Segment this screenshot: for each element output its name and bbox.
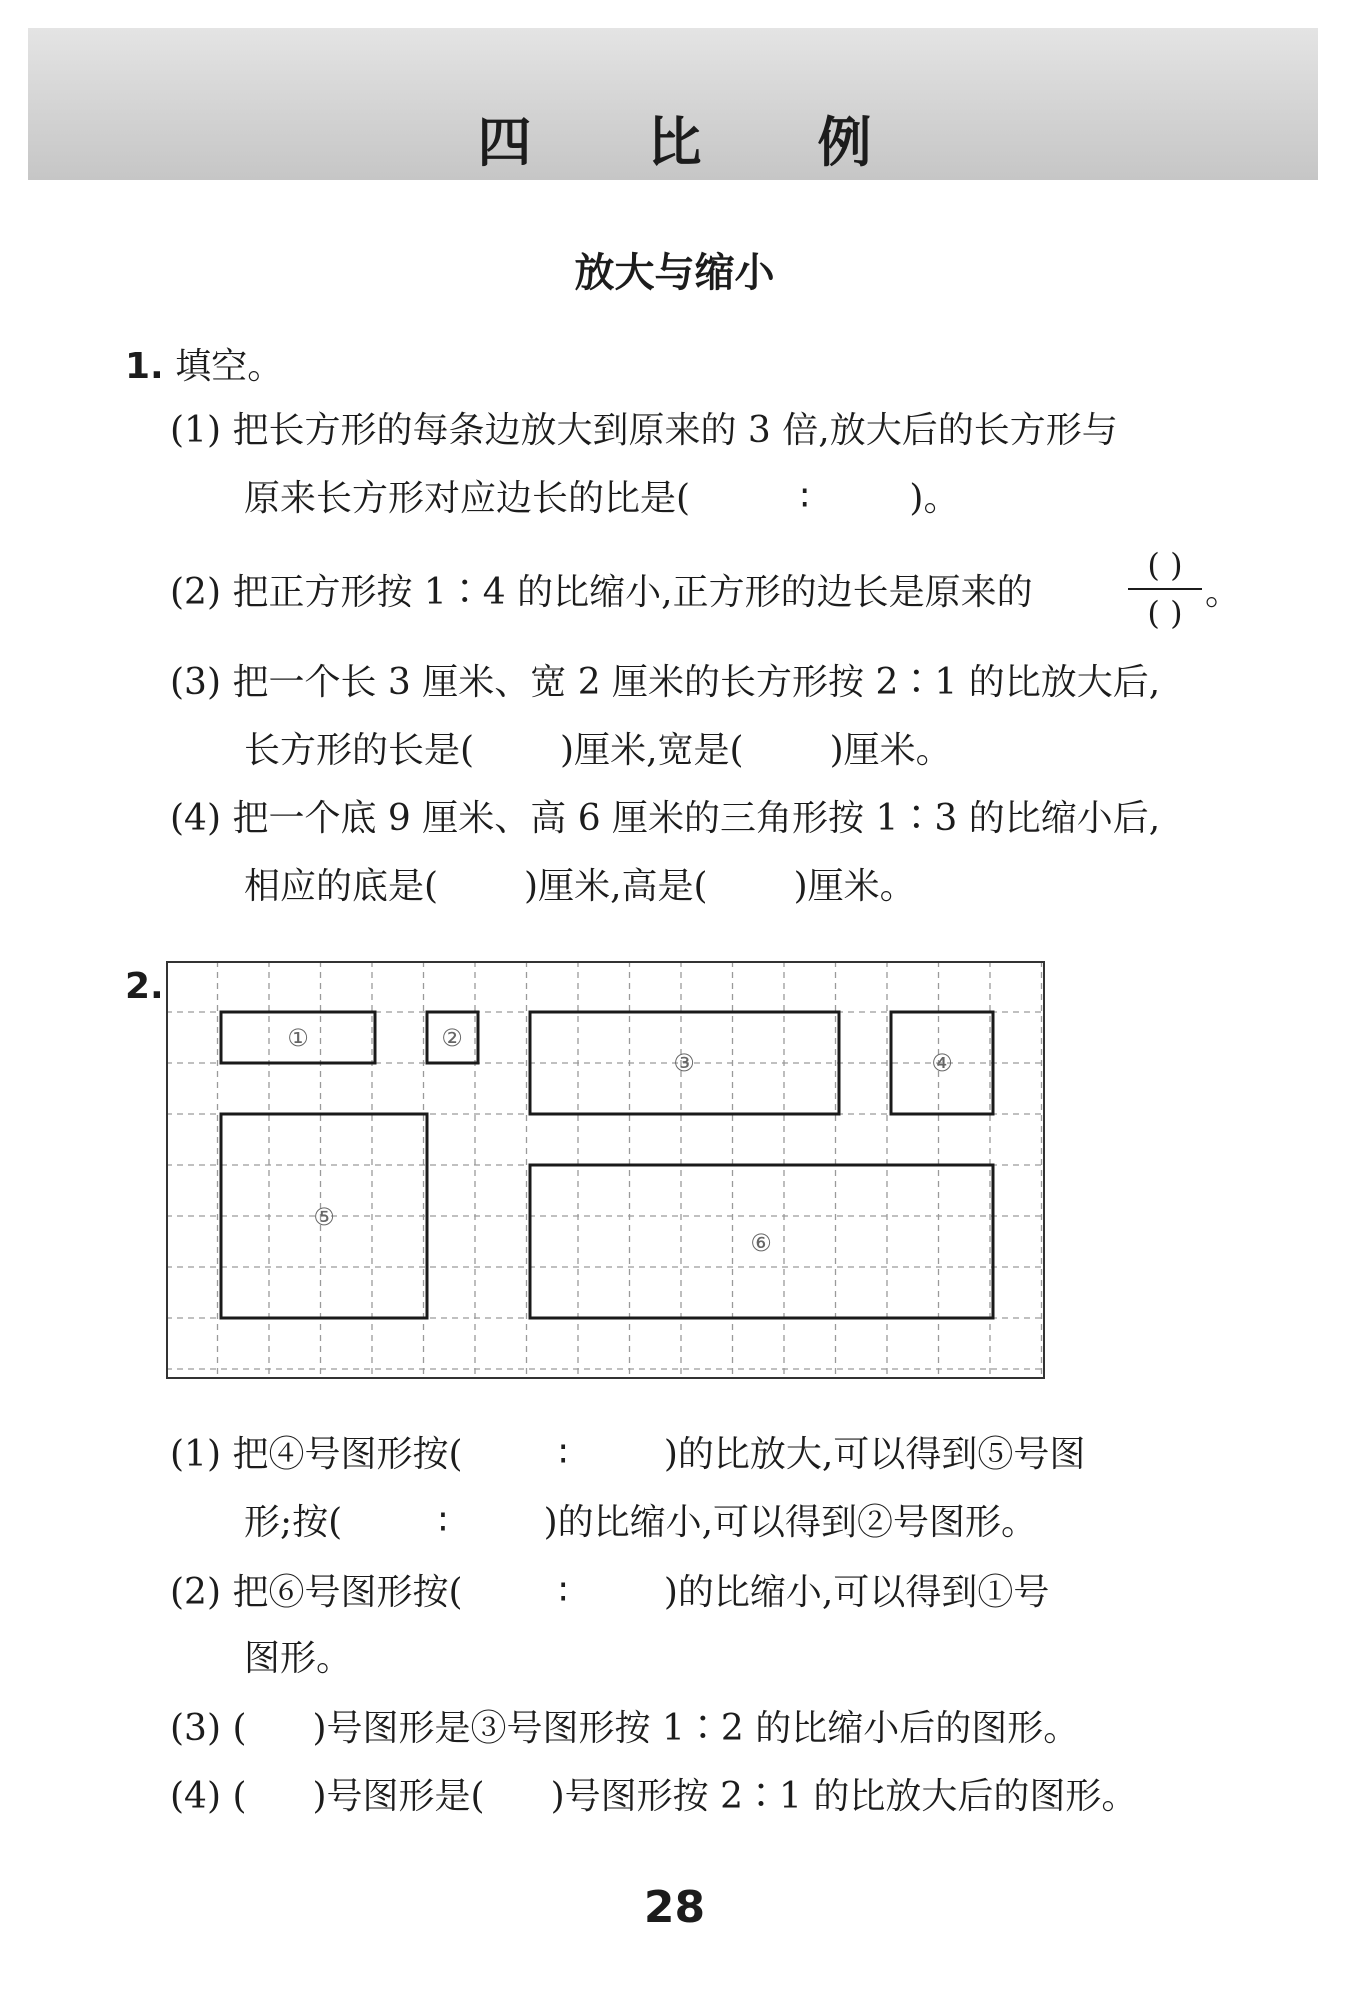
- ratio-colon: ∶: [438, 1502, 448, 1543]
- q1-part2-text: 把正方形按 1∶4 的比缩小,正方形的边长是原来的: [232, 572, 1033, 613]
- question-1-number: 1.: [125, 346, 164, 387]
- q1-part3-line1: [170, 660, 1160, 706]
- q2-part1-line1: [170, 1432, 1085, 1478]
- q1-part2-line1: [170, 570, 1033, 616]
- grid-figure: [166, 961, 1045, 1379]
- q2-part4-text2: )号图形是(: [312, 1776, 485, 1817]
- q2-part4-text3: )号图形按 2∶1 的比放大后的图形。: [550, 1776, 1138, 1817]
- page-number: 28: [643, 1882, 706, 1933]
- q2-part3-line: [170, 1706, 1079, 1752]
- q2-part3-text2: )号图形是③号图形按 1∶2 的比缩小后的图形。: [312, 1708, 1080, 1749]
- figure-2-label: ②: [441, 1024, 463, 1052]
- q2-part3-number: (3): [170, 1708, 221, 1749]
- fraction-bar: [1128, 588, 1202, 590]
- q1-part3-line2: [244, 728, 952, 774]
- q1-part3-number: (3): [170, 662, 221, 703]
- q2-part2-line2: [244, 1636, 352, 1682]
- q1-part4-number: (4): [170, 798, 221, 839]
- question-1-header: [125, 344, 283, 390]
- q1-part1-text3: )。: [909, 478, 960, 519]
- figure-5-label: ⑤: [313, 1203, 335, 1231]
- q2-part2-text: 把⑥号图形按(: [232, 1572, 463, 1613]
- question-2-number: 2.: [125, 966, 164, 1007]
- fraction-numerator: ( ): [1147, 546, 1183, 584]
- q1-part4-text3: )厘米,高是(: [524, 866, 708, 907]
- q2-part3-text: (: [232, 1708, 247, 1749]
- fraction-blank[interactable]: [1128, 545, 1202, 633]
- figure-4-label: ④: [931, 1049, 953, 1077]
- ratio-colon: ∶: [558, 1434, 568, 1475]
- q1-part3-text: 把一个长 3 厘米、宽 2 厘米的长方形按 2∶1 的比放大后,: [232, 662, 1161, 703]
- q2-part1-text3: 形;按(: [244, 1502, 343, 1543]
- fraction-denominator: ( ): [1147, 594, 1183, 632]
- q2-part4-number: (4): [170, 1776, 221, 1817]
- ratio-colon: ∶: [800, 478, 810, 519]
- q2-part1-text: 把④号图形按(: [232, 1434, 463, 1475]
- question-1-title: 填空。: [175, 346, 284, 387]
- q2-part2-line1: [170, 1570, 1049, 1616]
- figure-6-label: ⑥: [750, 1229, 772, 1257]
- q1-part1-line1: [170, 408, 1118, 454]
- question-2-header: [125, 964, 164, 1010]
- q1-part1-text: 把长方形的每条边放大到原来的 3 倍,放大后的长方形与: [232, 410, 1118, 451]
- figure-3-label: ③: [673, 1049, 695, 1077]
- q1-part2-number: (2): [170, 572, 221, 613]
- q1-part1-line2: [244, 476, 959, 522]
- q2-part1-number: (1): [170, 1434, 221, 1475]
- ratio-colon: ∶: [558, 1572, 568, 1613]
- q1-part4-line1: [170, 796, 1160, 842]
- chapter-title: 四 比 例: [477, 111, 921, 174]
- q1-part4-line2: [244, 864, 916, 910]
- q1-part3-text4: )厘米。: [829, 730, 952, 771]
- q2-part4-text: (: [232, 1776, 247, 1817]
- section-title: 放大与缩小: [574, 250, 775, 296]
- q1-part2-period: 。: [1205, 572, 1242, 613]
- q1-part1-number: (1): [170, 410, 221, 451]
- q2-part2-text2: )的比缩小,可以得到①号: [663, 1572, 1050, 1613]
- q2-part4-line: [170, 1774, 1137, 1820]
- q2-part1-line2: [244, 1500, 1037, 1546]
- q2-part1-text2: )的比放大,可以得到⑤号图: [663, 1434, 1086, 1475]
- figure-1-label: ①: [287, 1024, 309, 1052]
- q1-part4-text4: )厘米。: [793, 866, 916, 907]
- q2-part1-text4: )的比缩小,可以得到②号图形。: [543, 1502, 1038, 1543]
- q1-part1-text2: 原来长方形对应边长的比是(: [244, 478, 691, 519]
- q1-part3-text3: )厘米,宽是(: [560, 730, 744, 771]
- q1-part3-text2: 长方形的长是(: [244, 730, 475, 771]
- q2-part2-text3: 图形。: [244, 1638, 353, 1679]
- q1-part4-text2: 相应的底是(: [244, 866, 439, 907]
- q2-part2-number: (2): [170, 1572, 221, 1613]
- q1-part4-text: 把一个底 9 厘米、高 6 厘米的三角形按 1∶3 的比缩小后,: [232, 798, 1161, 839]
